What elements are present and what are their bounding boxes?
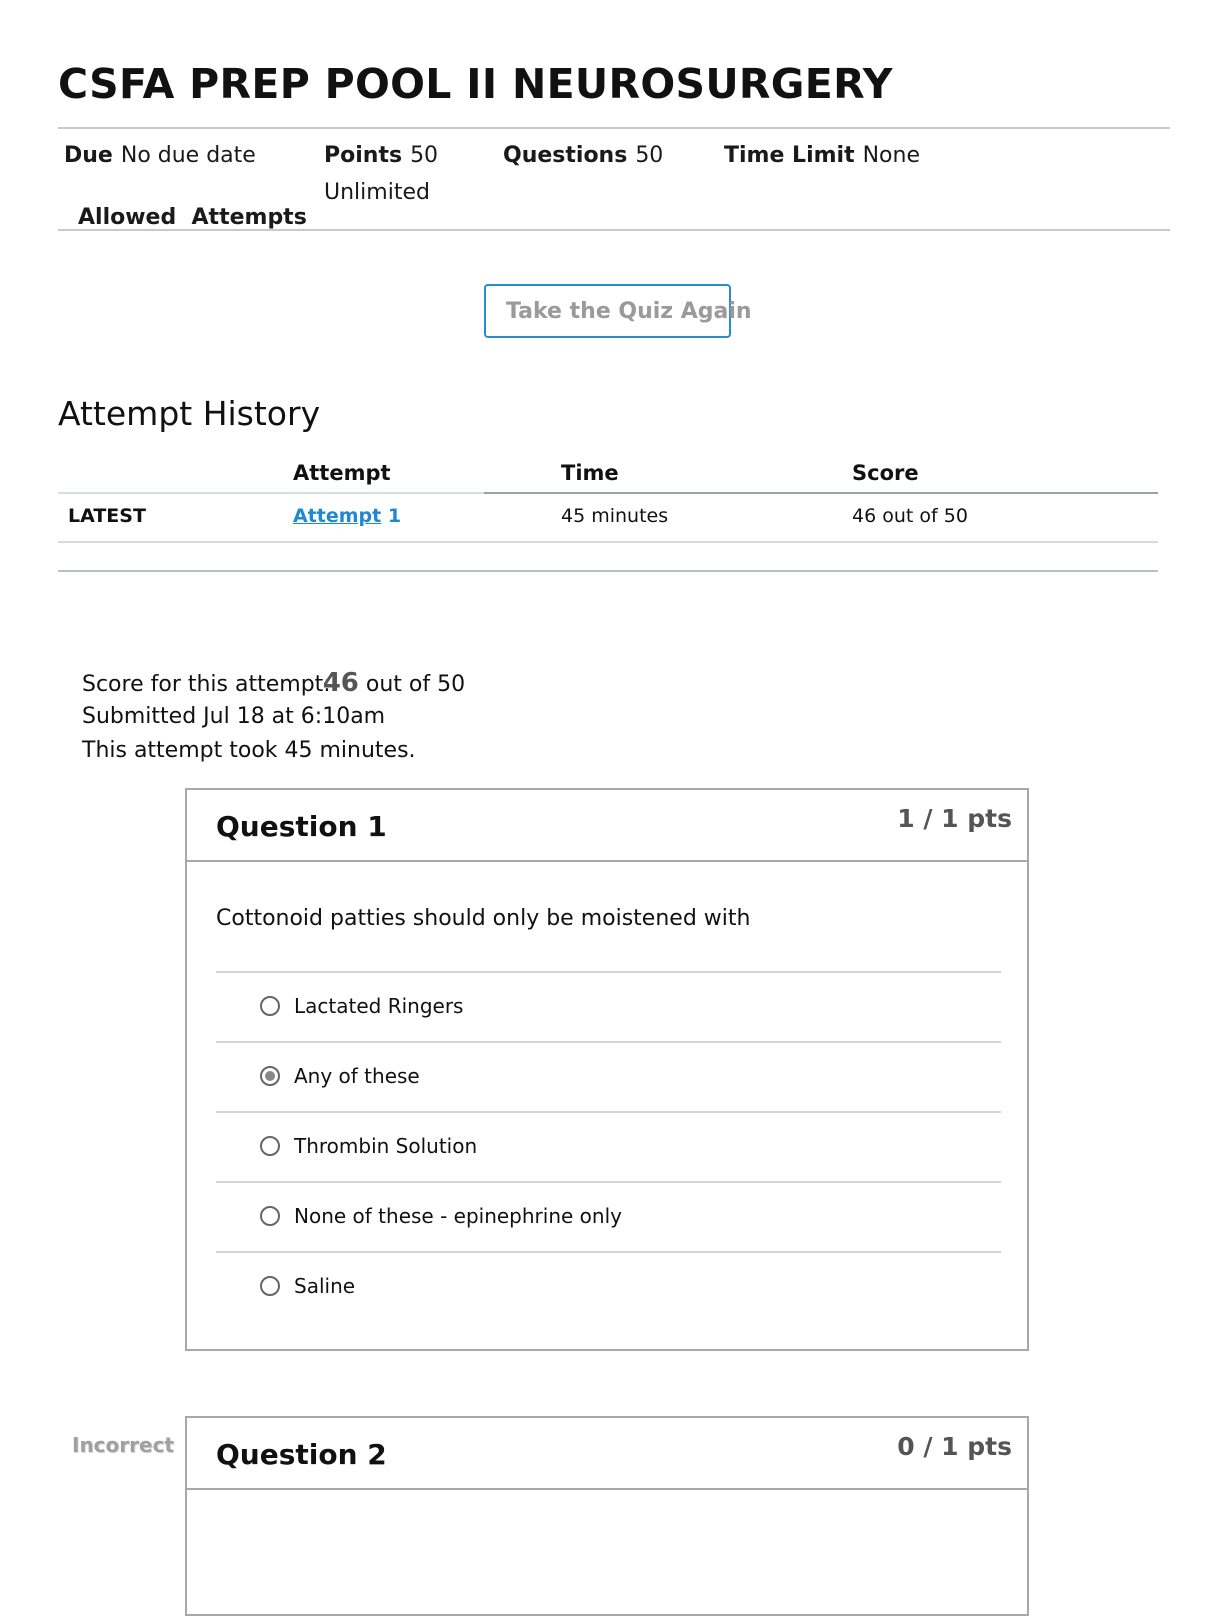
score-value: 46 — [322, 668, 359, 698]
question-1-text: Cottonoid patties should only be moistened with — [216, 906, 751, 931]
attempt-1-link[interactable] — [293, 505, 401, 527]
answer-option[interactable] — [216, 1111, 1001, 1181]
attempt-score: 46 out of 50 — [852, 505, 968, 527]
radio-button-selected[interactable] — [260, 1066, 280, 1086]
points-label: Points — [324, 143, 403, 168]
take-quiz-again-button[interactable]: Take the Quiz Again — [484, 284, 731, 338]
page-title: CSFA PREP POOL II NEUROSURGERY — [58, 60, 893, 108]
question-2-title: Question 2 — [216, 1438, 387, 1471]
radio-button[interactable] — [260, 1206, 280, 1226]
attempt-history-heading: Attempt History — [58, 394, 321, 433]
question-2-card — [185, 1416, 1029, 1616]
column-header-score: Score — [852, 461, 919, 485]
question-1-answers — [216, 971, 1001, 1321]
attempts-value: Unlimited — [324, 180, 430, 205]
question-1-title: Question 1 — [216, 810, 387, 843]
score-summary — [82, 668, 465, 698]
answer-option[interactable] — [216, 1181, 1001, 1251]
radio-button[interactable] — [260, 1136, 280, 1156]
answer-label: Lactated Ringers — [294, 994, 464, 1018]
points-info — [324, 143, 438, 168]
radio-button[interactable] — [260, 1276, 280, 1296]
time-limit-value: None — [862, 143, 920, 168]
due-value: No due date — [120, 143, 256, 168]
attempt-link-text: Attempt — [293, 505, 382, 527]
due-info — [64, 143, 256, 168]
submitted-text: Submitted Jul 18 at 6:10am — [82, 704, 386, 729]
answer-label: Saline — [294, 1274, 356, 1298]
answer-label: Thrombin Solution — [294, 1134, 478, 1158]
questions-value: 50 — [635, 143, 664, 168]
answer-option[interactable] — [216, 971, 1001, 1041]
answer-option[interactable] — [216, 1251, 1001, 1321]
table-bottom-divider — [58, 570, 1158, 572]
duration-text: This attempt took 45 minutes. — [82, 738, 416, 763]
time-limit-label: Time Limit — [724, 143, 855, 168]
score-suffix: out of 50 — [365, 672, 466, 697]
incorrect-status-label: Incorrect — [72, 1433, 174, 1457]
table-row-divider — [58, 541, 1158, 543]
meta-divider — [58, 229, 1170, 231]
answer-label: None of these - epinephrine only — [294, 1204, 622, 1228]
header-divider — [58, 127, 1170, 129]
latest-tag: LATEST — [68, 505, 146, 527]
score-prefix: Score for this attempt: — [82, 672, 331, 697]
question-2-header — [187, 1418, 1027, 1490]
question-1-points: 1 / 1 pts — [897, 804, 1012, 833]
attempts-label-wrap — [64, 180, 315, 230]
table-header-divider-right — [484, 492, 1158, 494]
table-header-divider-left — [58, 492, 484, 494]
question-2-points: 0 / 1 pts — [897, 1432, 1012, 1461]
column-header-attempt: Attempt — [293, 461, 391, 485]
answer-option[interactable] — [216, 1041, 1001, 1111]
question-1-card — [185, 788, 1029, 1351]
attempt-link-number: 1 — [387, 505, 402, 527]
attempts-label: Allowed Attempts — [78, 205, 307, 230]
answer-label: Any of these — [294, 1064, 420, 1088]
question-1-header — [187, 790, 1027, 862]
questions-info — [503, 143, 663, 168]
attempt-time: 45 minutes — [561, 505, 669, 527]
column-header-time: Time — [561, 461, 619, 485]
points-value: 50 — [410, 143, 439, 168]
radio-button[interactable] — [260, 996, 280, 1016]
due-label: Due — [64, 143, 113, 168]
questions-label: Questions — [503, 143, 628, 168]
time-limit-info — [724, 143, 920, 168]
